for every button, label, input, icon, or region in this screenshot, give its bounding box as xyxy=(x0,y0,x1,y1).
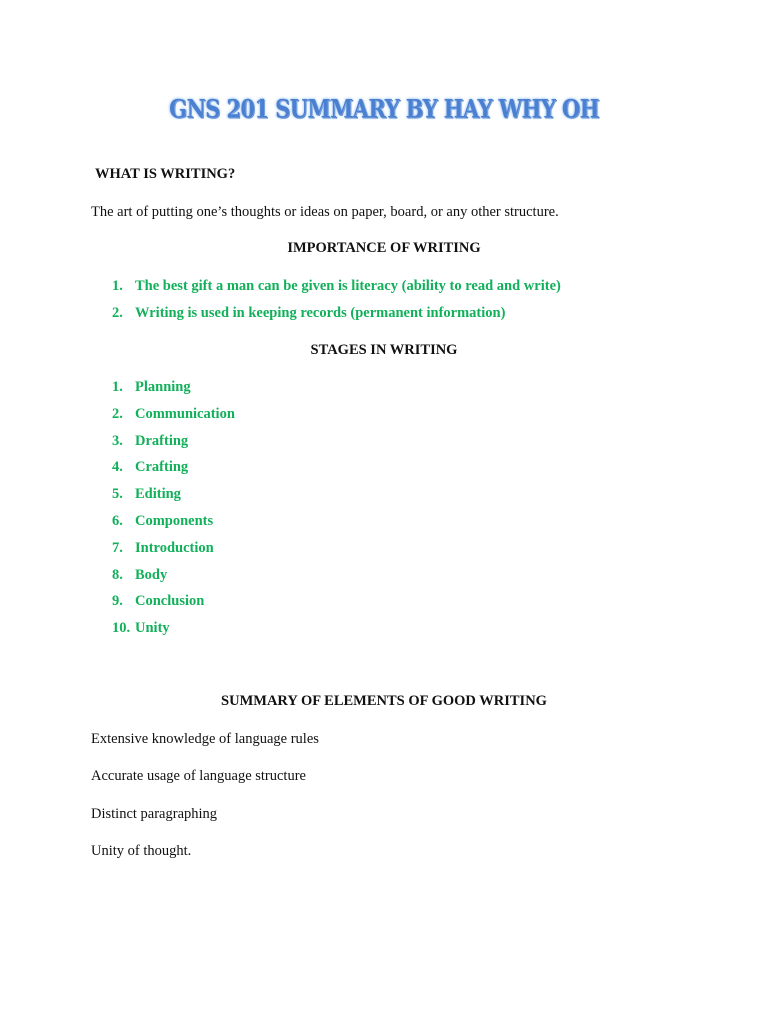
list-item-text: Body xyxy=(135,566,168,583)
list-item-number: 1. xyxy=(112,379,123,395)
list-item-text: Writing is used in keeping records (permanent information) xyxy=(135,305,506,321)
list-item-number: 5. xyxy=(112,486,123,503)
element-item: Extensive knowledge of language rules xyxy=(91,731,319,747)
list-item xyxy=(0,379,235,406)
document-title: GNS 201 SUMMARY BY HAY WHY OH xyxy=(169,93,599,124)
list-item xyxy=(0,305,561,332)
list-item xyxy=(0,433,235,460)
list-item xyxy=(0,486,235,513)
list-item-number: 8. xyxy=(112,566,123,583)
list-item-number: 2. xyxy=(112,305,123,321)
list-item-number: 1. xyxy=(112,278,123,294)
list-item-number: 3. xyxy=(112,432,123,449)
list-item-number: 6. xyxy=(112,512,123,529)
list-item-text: The best gift a man can be given is literacy (ability to read and write) xyxy=(135,278,561,294)
list-item-text: Planning xyxy=(135,379,191,395)
list-item xyxy=(0,567,235,594)
list-item-text: Communication xyxy=(135,405,235,422)
heading-importance: IMPORTANCE OF WRITING xyxy=(287,240,481,256)
list-item-number: 7. xyxy=(112,539,123,556)
list-item-number: 4. xyxy=(112,459,123,476)
stages-list xyxy=(0,379,235,647)
importance-list xyxy=(0,278,561,332)
list-item xyxy=(0,513,235,540)
list-item-text: Introduction xyxy=(135,539,214,556)
list-item-text: Drafting xyxy=(135,432,189,449)
list-item-number: 10. xyxy=(112,620,131,637)
list-item xyxy=(0,620,235,647)
list-item xyxy=(0,459,235,486)
heading-elements: SUMMARY OF ELEMENTS OF GOOD WRITING xyxy=(221,693,547,709)
element-item: Unity of thought. xyxy=(91,843,192,859)
list-item xyxy=(0,593,235,620)
heading-stages: STAGES IN WRITING xyxy=(310,342,458,358)
heading-what-is-writing: WHAT IS WRITING? xyxy=(95,166,236,182)
element-item: Distinct paragraphing xyxy=(91,806,218,822)
list-item-number: 2. xyxy=(112,405,123,422)
list-item xyxy=(0,540,235,567)
writing-definition: The art of putting one’s thoughts or ideas on paper, board, or any other structure. xyxy=(91,204,559,220)
list-item xyxy=(0,278,561,305)
list-item xyxy=(0,406,235,433)
element-item: Accurate usage of language structure xyxy=(91,768,306,784)
list-item-text: Crafting xyxy=(135,459,189,476)
list-item-number: 9. xyxy=(112,593,123,610)
list-item-text: Unity xyxy=(135,620,170,637)
list-item-text: Components xyxy=(135,512,214,529)
list-item-text: Conclusion xyxy=(135,593,205,610)
list-item-text: Editing xyxy=(135,486,181,503)
